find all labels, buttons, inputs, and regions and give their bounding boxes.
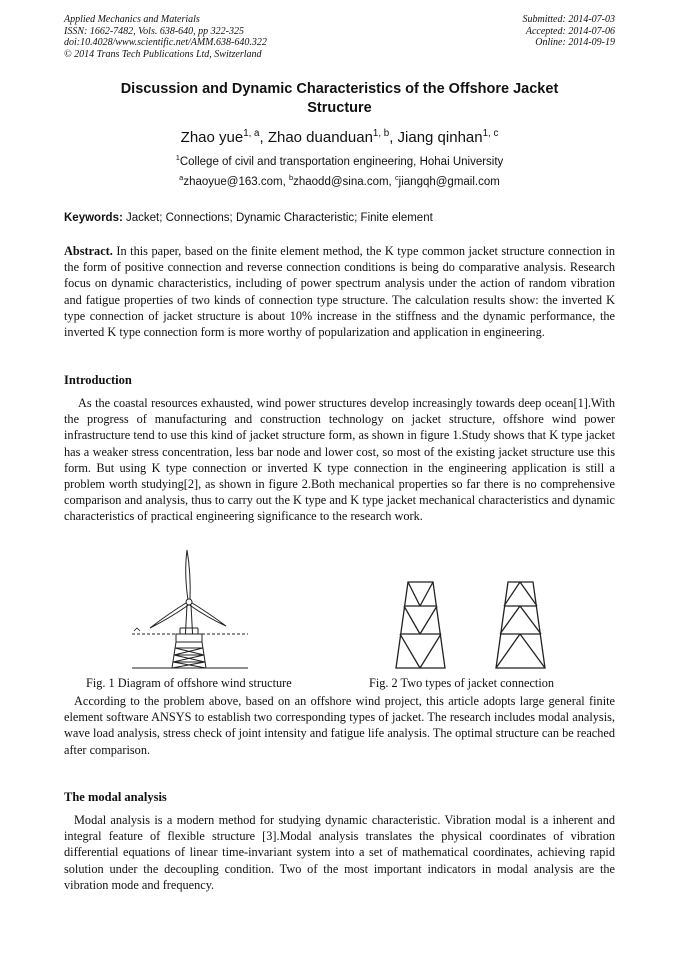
publication-dates — [523, 14, 616, 49]
paper-title — [64, 80, 615, 118]
email[interactable]: zhaoyue@163.com — [183, 176, 283, 188]
section-heading-modal-analysis: The modal analysis — [64, 790, 167, 804]
affiliation-sup: 1 — [175, 153, 180, 163]
post-figure-paragraph — [64, 693, 615, 758]
author: Zhao yue — [180, 129, 244, 146]
journal-info — [64, 14, 267, 60]
submitted-date: Submitted: 2014-07-03 — [522, 14, 615, 25]
author-sup: 1, c — [482, 128, 499, 139]
author: Zhao duanduan — [267, 129, 373, 146]
figure-2-caption: Fig. 2 Two types of jacket connection — [369, 676, 555, 690]
post-figure-text: According to the problem above, based on an offshore wind project, this article adopts large general finite element software ANSYS to establish two corresponding types of jacket. The research includes modal analysis, wave load analysis, stress check of joint intensity and fatigue life analysis. The optimal structure can be reached after comparison. — [64, 694, 615, 757]
section-heading-introduction: Introduction — [64, 373, 132, 387]
doi: doi:10.4028/www.scientific.net/AMM.638-640.322 — [64, 37, 267, 48]
introduction-paragraph — [64, 395, 615, 525]
email[interactable]: jiangqh@gmail.com — [398, 176, 500, 188]
author-sup: 1, a — [243, 128, 260, 139]
email-sup: a — [179, 173, 184, 183]
copyright: © 2014 Trans Tech Publications Ltd, Switzerland — [64, 48, 262, 60]
email[interactable]: zhaodd@sina.com — [293, 176, 389, 188]
figure-2-jacket-connections — [383, 580, 583, 670]
figure-1-caption: Fig. 1 Diagram of offshore wind structure — [86, 676, 292, 690]
affiliation-text: College of civil and transportation engineering, Hohai University — [179, 156, 504, 168]
title-line-1: Discussion and Dynamic Characteristics of the Offshore Jacket — [120, 81, 559, 97]
online-date: Online: 2014-09-19 — [535, 37, 615, 48]
abstract — [64, 243, 615, 340]
affiliation — [64, 153, 615, 168]
keywords-label: Keywords: — [64, 212, 123, 224]
journal-name: Applied Mechanics and Materials — [64, 14, 200, 25]
issn: ISSN: 1662-7482, Vols. 638-640, pp 322-325 — [64, 25, 244, 37]
title-line-2: Structure — [307, 100, 372, 116]
abstract-text: In this paper, based on the finite element method, the K type common jacket structure connection in the form of positive connection and reverse connection conditions is being do comparative analysis. Research focus on dynamic characteristics, including of power spectrum analysis under the action of random vibration and fatigue properties of two kinds of connection type structure. The calculation results show: the inverted K type connection of jacket structure is about 10% increase in the stiffness and the dynamic performance, the inverted K type connection form is more worthy of popularization and application in engineering. — [64, 244, 616, 340]
keywords — [64, 212, 433, 224]
introduction-text: As the coastal resources exhausted, wind power structures develop increasingly towards deep ocean[1].With the progress of manufacturing and construction technology on jacket structure, offshore wind power infrastructure tend to use this kind of jacket structure form, as shown in figure 1.Study shows that K type jacket has a weaker stress concentration, less bar node and lower cost, so most of the existing jacket structure use this form. But using K type connection or inverted K type connection in the engineering application is still a problem worth studying[2], as shown in figure 2.Both mechanical properties so far there is no comprehensive comparison and analysis, thus to carry out the K type and K type jacket mechanical characteristics and dynamic characteristics of practical engineering significance to the research work. — [64, 396, 615, 524]
author-list: Zhao yue$^{1, a}$, Zhao duanduan$^{1, b}$, Jiang qinhan$^{1, c}$ — [180, 128, 499, 146]
author: Jiang qinhan — [397, 129, 483, 146]
abstract-label: Abstract. — [64, 244, 113, 258]
figure-1-wind-turbine-diagram — [118, 548, 253, 670]
email-list: $^a$zhaoyue@163.com, $^b$zhaodd@sina.com, $^c$jiangqh@gmail.com — [179, 173, 500, 188]
keywords-text: Jacket; Connections; Dynamic Characteristic; Finite element — [126, 212, 433, 224]
accepted-date: Accepted: 2014-07-06 — [525, 25, 615, 37]
modal-analysis-paragraph — [64, 812, 615, 893]
email-sup: c — [394, 173, 399, 183]
modal-analysis-text: Modal analysis is a modern method for studying dynamic characteristic. Vibration modal is a inherent and integral feature of flexible structure [3].Modal analysis translates the physical coordinates of vibration differential equations of linear time-invariant system into a set of mathematical coordinates, achieving rapid solution under the decoupling condition. Two of the most important indicators in modal analysis are the vibration mode and frequency. — [64, 813, 615, 892]
email-sup: b — [288, 173, 294, 183]
author-sup: 1, b — [372, 128, 390, 139]
